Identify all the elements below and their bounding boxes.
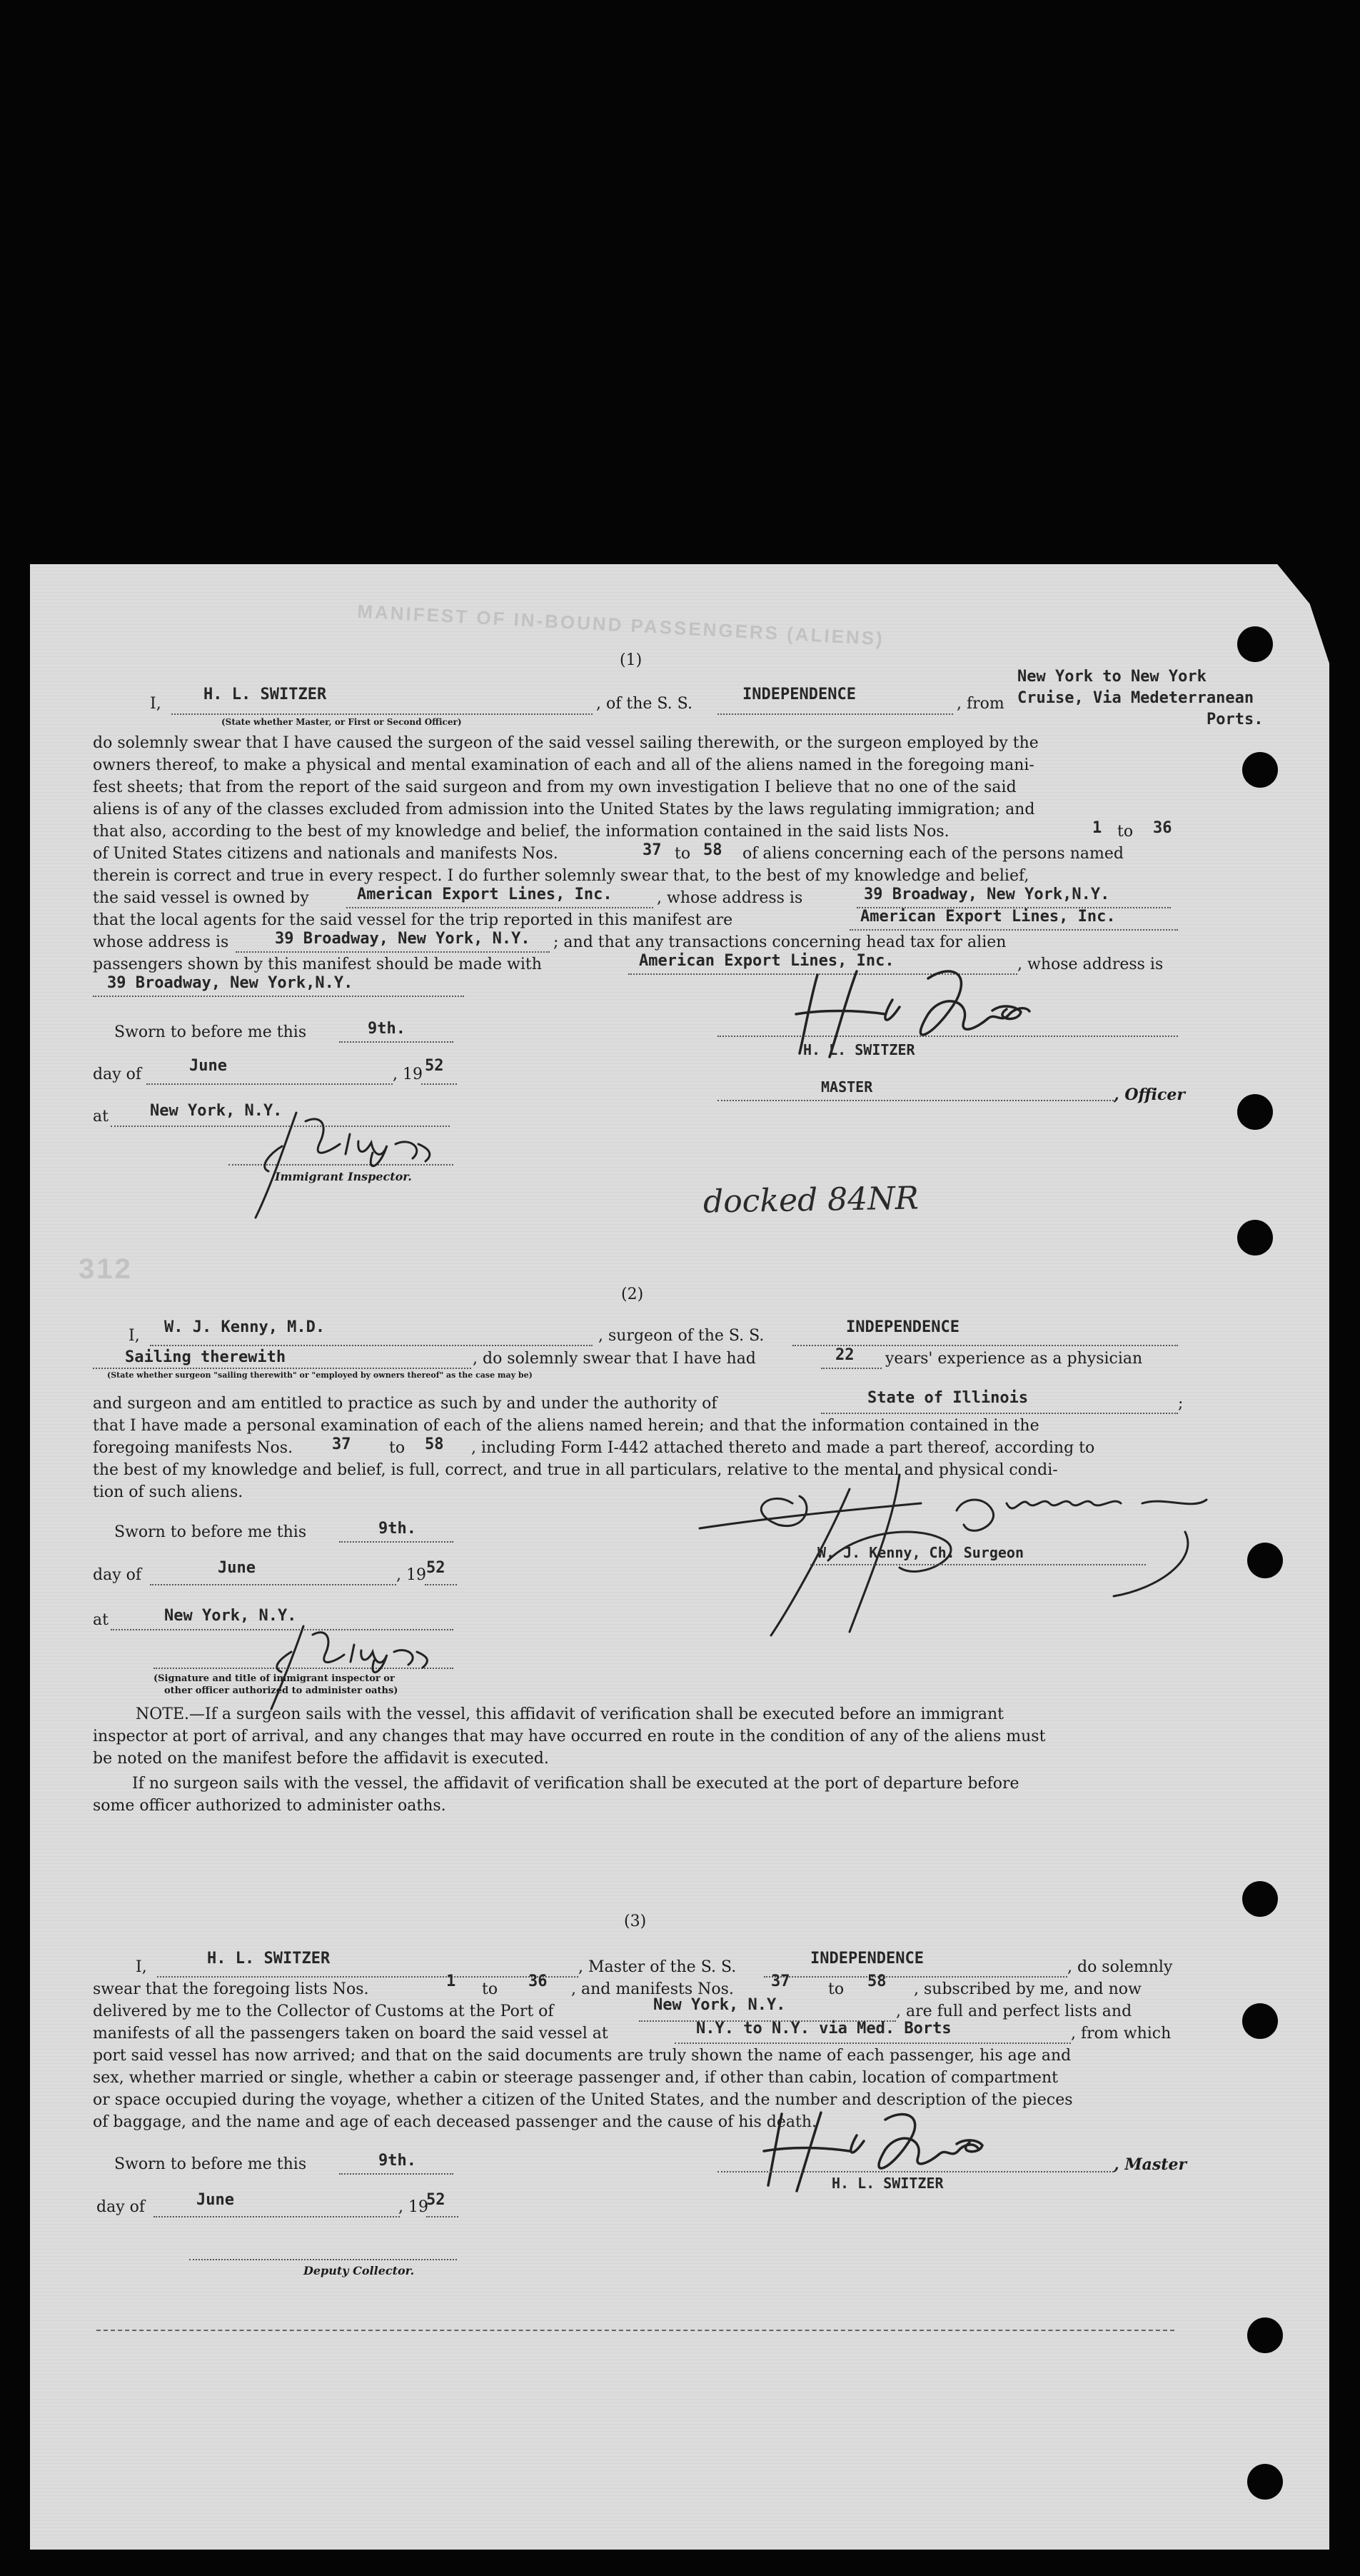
head-tax-line2: passengers shown by this manifest should be made with [93,956,542,973]
intro-i: I, [150,695,161,713]
surgeon-name-line [150,1345,593,1346]
master-name-line [171,713,593,715]
delivery-to-label-2: to [828,1980,845,1998]
surgeon-para-line3: that I have made a personal examination of each of the aliens named herein; and that the information contained in the [93,1417,1039,1435]
delivery-month-line [153,2216,400,2217]
surgeon-month-line [150,1584,396,1585]
surgeon-month: June [218,1559,256,1577]
surgeon-status-line [93,1368,471,1369]
whose-address-label-2: whose address is [93,933,229,951]
lists-to: 36 [1153,819,1172,837]
note-text-1: —If a surgeon sails with the vessel, this affidavit of verification shall be executed before an immigrant [189,1705,1004,1723]
surgeon-para-line4a: foregoing manifests Nos. [93,1439,293,1457]
surgeon-year-prefix: , 19 [396,1566,426,1584]
delivery-name: H. L. SWITZER [207,1950,331,1968]
delivery-year: 52 [426,2191,445,2209]
punch-hole [1237,626,1273,662]
bleed-through-number: 312 [79,1253,133,1285]
delivery-manifests-from: 37 [771,1973,790,1990]
punch-hole [1242,752,1278,788]
owned-by-label: the said vessel is owned by [93,889,309,907]
years-line [821,1368,882,1369]
delivery-line4b: , from which [1071,2025,1172,2043]
surgeon-day-of-label: day of [93,1566,142,1584]
note-line4: If no surgeon sails with the vessel, the affidavit of verification shall be executed at the port of departure before [132,1775,1019,1793]
authority-label: and surgeon and am entitled to practice as such by and under the authority of [93,1395,717,1413]
master-name: H. L. SWITZER [203,686,327,703]
head-tax-address: 39 Broadway, New York,N.Y. [107,974,353,992]
route-line-1: New York to New York [1017,668,1207,686]
para1-line1: do solemnly swear that I have caused the surgeon of the said vessel sailing therewith, or the surgeon employed by the [93,734,1039,752]
agents-line [850,929,1178,931]
of-ss-label: , of the S. S. [596,695,692,713]
sworn-day-line [339,1041,453,1043]
year-prefix: , 19 [393,1066,423,1083]
delivery-master-of-label: , Master of the S. S. [578,1958,737,1976]
surgeon-inspector-signature [257,1610,471,1718]
sworn-day: 9th. [368,1020,406,1038]
vessel-line [717,713,953,715]
delivery-sworn-label: Sworn to before me this [114,2155,307,2173]
delivery-month: June [196,2191,234,2209]
authority-line [821,1413,1178,1414]
owner-line [346,907,653,908]
surgeon-vessel: INDEPENDENCE [846,1318,959,1336]
sworn-label: Sworn to before me this [114,1023,307,1041]
delivery-swear-label: , do solemnly [1067,1958,1173,1976]
master-name-caption: (State whether Master, or First or Second Officer) [221,717,462,727]
delivery-signer-typed: H. L. SWITZER [832,2175,944,2192]
year: 52 [425,1057,444,1075]
delivery-line3a: delivered by me to the Collector of Customs at the Port of [93,2003,554,2020]
delivery-line3b: , are full and perfect lists and [896,2003,1132,2020]
para1-line2: owners thereof, to make a physical and mental examination of each and all of the aliens named in the foregoing mani- [93,756,1034,774]
delivery-sworn-day-line [339,2173,453,2175]
owner-name: American Export Lines, Inc. [357,886,613,903]
head-tax-party: American Export Lines, Inc. [639,952,895,970]
note-line5: some officer authorized to administer oaths. [93,1797,446,1815]
surgeon-intro-i: I, [129,1327,140,1345]
delivery-boarded-at: N.Y. to N.Y. via Med. Borts [696,2020,952,2038]
delivery-day-of-label: day of [96,2198,146,2216]
from-label: , from [957,695,1004,713]
agents-name: American Export Lines, Inc. [860,908,1116,926]
owner-address: 39 Broadway, New York,N.Y. [864,886,1110,903]
delivery-name-line [157,1976,578,1978]
surgeon-signer-typed: W. J. Kenny, Ch. Surgeon [817,1544,1024,1561]
deputy-collector-caption: Deputy Collector. [303,2264,415,2277]
manifests-from: 37 [643,841,662,859]
years: 22 [835,1346,855,1364]
note-label: NOTE. [136,1705,190,1723]
docked-note: docked 84NR [702,1180,920,1221]
surgeon-place: New York, N.Y. [164,1607,297,1625]
para1-line7: therein is correct and true in every respect. I do further solemnly swear that, to the best of my knowledge and belief, [93,867,1029,885]
authority: State of Illinois [867,1389,1029,1407]
delivery-line8: of baggage, and the name and age of each deceased passenger and the cause of his death. [93,2113,817,2131]
to-label: to [675,845,691,863]
deputy-collector-line [189,2259,457,2260]
delivery-to-label: to [482,1980,498,1998]
surgeon-inspector-caption-1: (Signature and title of immigrant inspector or [153,1673,395,1684]
delivery-line4a: manifests of all the passengers taken on board the said vessel at [93,2025,608,2043]
surgeon-manifests-from: 37 [332,1435,351,1453]
delivery-manifests-to: 58 [867,1973,887,1990]
surgeon-year-line [425,1584,457,1585]
section-1-label: (1) [620,651,643,669]
delivery-line7: or space occupied during the voyage, whether a citizen of the United States, and the number and description of the pieces [93,2091,1073,2109]
punch-hole [1247,2464,1283,2500]
surgeon-signature-line [810,1564,1146,1565]
para1-line6b: of aliens concerning each of the persons named [742,845,1124,863]
surgeon-inspector-caption-2: other officer authorized to administer oaths) [164,1685,398,1696]
delivery-line2a: swear that the foregoing lists Nos. [93,1980,369,1998]
to-label: to [1117,823,1134,841]
vessel-name: INDEPENDENCE [742,686,856,703]
surgeon-sworn-day-line [339,1541,453,1543]
surgeon-manifests-to: 58 [425,1435,444,1453]
delivery-master-label: , Master [1114,2155,1187,2174]
punch-hole [1242,1881,1278,1917]
year-line [421,1083,457,1085]
punch-hole [1237,1094,1273,1130]
surgeon-swear-label: , do solemnly swear that I have had [473,1350,756,1368]
officer-label: , Officer [1114,1086,1186,1104]
month-line [146,1083,393,1085]
surgeon-at-label: at [93,1611,109,1629]
agents-address: 39 Broadway, New York, N.Y. [275,930,530,948]
delivery-signature-line [717,2171,1114,2172]
para1-line6a: of United States citizens and nationals and manifests Nos. [93,845,558,863]
month: June [189,1057,227,1075]
surgeon-para-line5: the best of my knowledge and belief, is full, correct, and true in all particulars, relative to the mental and physical condi- [93,1461,1058,1479]
route-line-2: Cruise, Via Medeterranean [1017,689,1254,707]
surgeon-to-label: to [389,1439,406,1457]
delivery-line5: port said vessel has now arrived; and that on the said documents are truly shown the name of each passenger, his age and [93,2047,1072,2065]
delivery-line6: sex, whether married or single, whether a cabin or steerage passenger and, if other than cabin, location of compartment [93,2069,1058,2087]
delivery-port: New York, N.Y. [653,1996,786,2014]
note-line1 [136,1707,1004,1723]
section-3-label: (3) [624,1913,647,1930]
at-label: at [93,1108,109,1126]
master-title-line [717,1100,1114,1101]
delivery-boarded-line [675,2043,1071,2044]
delivery-year-prefix: , 19 [398,2198,428,2216]
agents-label: that the local agents for the said vessel for the trip reported in this manifest are [93,911,733,929]
delivery-vessel: INDEPENDENCE [810,1950,924,1968]
delivery-line2c: , subscribed by me, and now [914,1980,1142,1998]
inspector-caption: Immigrant Inspector. [275,1170,412,1183]
head-tax-address-line [93,996,464,997]
whose-address-label-3: , whose address is [1017,956,1164,973]
bottom-rule [96,2330,1174,2331]
inspector-signature [243,1093,471,1236]
day-of-label: day of [93,1066,142,1083]
surgeon-sworn-day: 9th. [378,1520,416,1538]
delivery-lists-to: 36 [528,1973,548,1990]
para1-line5: that also, according to the best of my knowledge and belief, the information contained in the said lists Nos. [93,823,950,841]
master-title: MASTER [821,1078,873,1096]
bleed-through-header: MANIFEST OF IN-BOUND PASSENGERS (ALIENS) [356,600,885,650]
para1-line4: aliens is of any of the classes excluded from admission into the United States by the laws regulating immigration; and [93,801,1035,818]
route-line-3: Ports. [1207,711,1264,728]
authority-semicolon: ; [1178,1395,1184,1413]
master-signature [778,957,1078,1086]
whose-address-label: , whose address is [657,889,803,907]
manifests-to: 58 [703,841,722,859]
delivery-lists-from: 1 [446,1973,456,1990]
delivery-year-line [426,2216,458,2217]
delivery-line2b: , and manifests Nos. [571,1980,734,1998]
surgeon-para-line6: tion of such aliens. [93,1483,243,1501]
surgeon-status: Sailing therewith [125,1348,286,1366]
note-line3: be noted on the manifest before the affidavit is executed. [93,1750,549,1768]
punch-hole [1237,1220,1273,1256]
punch-hole [1242,2003,1278,2039]
head-tax-label: ; and that any transactions concerning head tax for alien [553,933,1007,951]
section-2-label: (2) [621,1286,644,1303]
delivery-intro-i: I, [136,1958,147,1976]
surgeon-year: 52 [426,1559,445,1577]
punch-hole [1247,2317,1283,2353]
lists-from: 1 [1092,819,1102,837]
surgeon-name: W. J. Kenny, M.D. [164,1318,326,1336]
master-signer-typed: H. L. SWITZER [803,1041,915,1058]
delivery-sworn-day: 9th. [378,2152,416,2170]
note-line2: inspector at port of arrival, and any changes that may have occurred en route in the condition of any of the aliens must [93,1728,1046,1745]
place: New York, N.Y. [150,1102,283,1120]
surgeon-para-line4b: , including Form I-442 attached thereto and made a part thereof, according to [471,1439,1095,1457]
delivery-vessel-line [764,1976,1067,1978]
surgeon-of-label: , surgeon of the S. S. [598,1327,765,1345]
surgeon-sworn-label: Sworn to before me this [114,1523,307,1541]
surgeon-status-caption: (State whether surgeon "sailing therewith" or "employed by owners thereof" as the case may be) [107,1370,533,1380]
agents-address-line [236,951,550,953]
years-label: years' experience as a physician [885,1350,1143,1368]
para1-line3: fest sheets; that from the report of the said surgeon and from my own investigation I believe that no one of the said [93,778,1017,796]
